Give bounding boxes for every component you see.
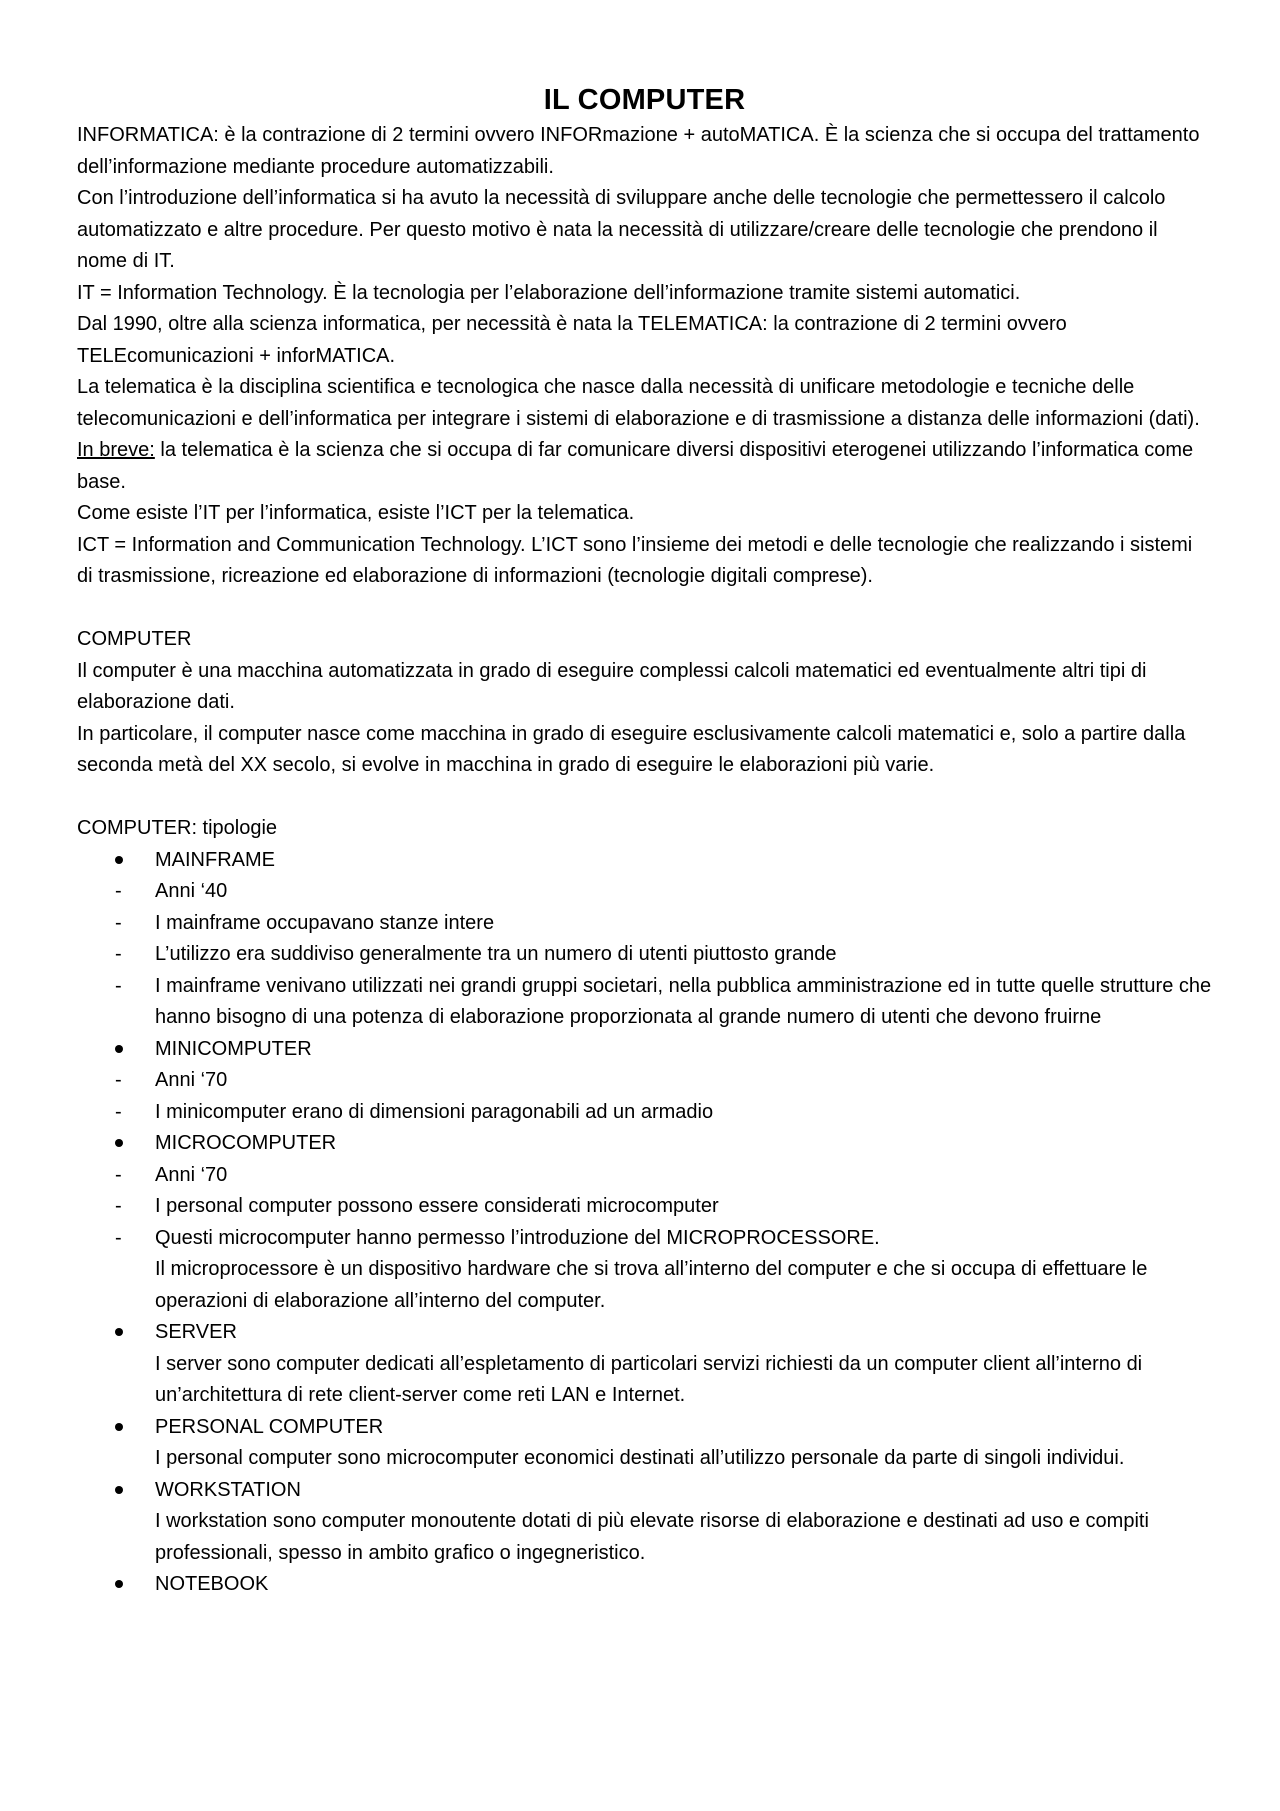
list-item-text: Questi microcomputer hanno permesso l’introduzione del MICROPROCESSORE. (155, 1226, 880, 1249)
bullet-dot-icon (115, 1423, 123, 1431)
bullet-icon (115, 1412, 135, 1444)
list-item-dash (77, 1160, 1212, 1192)
list-item-bullet (77, 1317, 1212, 1412)
list-item-text: MAINFRAME (155, 848, 275, 871)
list-item-bullet (77, 845, 1212, 877)
section-paragraph: Il computer è una macchina automatizzata in grado di eseguire complessi calcoli matematici ed eventualmente altri tipi di elaborazione dati. (77, 659, 1147, 713)
spacer (77, 593, 1212, 625)
computer-section (77, 624, 1212, 782)
spacer (77, 782, 1212, 814)
bullet-dot-icon (115, 1328, 123, 1336)
list-item-description: I server sono computer dedicati all’espletamento di particolari servizi richiesti da un computer client all’interno di un’architettura di rete client-server come reti LAN e Internet. (155, 1352, 1143, 1406)
dash-marker: - (115, 911, 122, 934)
list-item-dash (77, 971, 1212, 1034)
bullet-icon (115, 1128, 135, 1160)
in-breve-label: In breve: (77, 439, 155, 461)
dash-marker: - (115, 1163, 122, 1186)
list-item-text: I minicomputer erano di dimensioni paragonabili ad un armadio (155, 1100, 714, 1123)
intro-paragraph: Dal 1990, oltre alla scienza informatica, per necessità è nata la TELEMATICA: la contrazione di 2 termini ovvero TELEcomunicazioni + inforMATICA. (77, 313, 1067, 367)
tipologie-list (77, 845, 1212, 1601)
section-heading: COMPUTER: tipologie (77, 817, 278, 839)
list-item-text: SERVER (155, 1321, 237, 1343)
list-item-bullet (77, 1569, 1212, 1601)
list-item-text: Anni ‘40 (155, 880, 228, 902)
list-item-dash (77, 1223, 1212, 1318)
dash-marker: - (115, 1226, 122, 1249)
list-item-bullet (77, 1034, 1212, 1066)
document-content (77, 80, 1212, 1601)
dash-marker: - (115, 974, 122, 997)
list-item-text: MINICOMPUTER (155, 1037, 312, 1060)
list-item-dash (77, 1065, 1212, 1097)
list-item-text: I mainframe occupavano stanze intere (155, 911, 495, 934)
bullet-dot-icon (115, 1580, 123, 1588)
list-item-dash (77, 1191, 1212, 1223)
bullet-dot-icon (115, 856, 123, 864)
in-breve-paragraph (77, 435, 1212, 498)
list-item-text: I personal computer possono essere considerati microcomputer (155, 1195, 719, 1217)
intro-paragraph: IT = Information Technology. È la tecnologia per l’elaborazione dell’informazione tramite sistemi automatici. (77, 281, 1021, 304)
dash-marker: - (115, 1069, 122, 1091)
bullet-icon (115, 1317, 135, 1349)
bullet-dot-icon (115, 1486, 123, 1494)
bullet-icon (115, 845, 135, 877)
list-item-text: I mainframe venivano utilizzati nei grandi gruppi societari, nella pubblica amministrazione ed in tutte quelle strutture che hanno bisogno di una potenza di elaborazione proporzionata al grande numero di utenti che devono fruirne (155, 974, 1212, 1028)
intro-paragraph: Come esiste l’IT per l’informatica, esiste l’ICT per la telematica. (77, 502, 635, 524)
list-item-text: WORKSTATION (155, 1478, 301, 1501)
intro-paragraph: INFORMATICA: è la contrazione di 2 termini ovvero INFORmazione + autoMATICA. È la scienza che si occupa del trattamento dell’informazione mediante procedure automatizzabili. (77, 124, 1200, 178)
bullet-dot-icon (115, 1139, 123, 1147)
bullet-icon (115, 1034, 135, 1066)
list-item-description: Il microprocessore è un dispositivo hardware che si trova all’interno del computer e che si occupa di effettuare le operazioni di elaborazione all’interno del computer. (155, 1258, 1148, 1312)
list-item-text: NOTEBOOK (155, 1573, 269, 1595)
dash-marker: - (115, 880, 122, 902)
list-item-text: Anni ‘70 (155, 1069, 228, 1091)
list-item-dash (77, 939, 1212, 971)
list-item-dash (77, 1097, 1212, 1129)
bullet-icon (115, 1569, 135, 1601)
intro-paragraph: ICT = Information and Communication Technology. L’ICT sono l’insieme dei metodi e delle tecnologie che realizzando i sistemi di trasmissione, ricreazione ed elaborazione di informazioni (tecnologie digitali comprese). (77, 533, 1193, 587)
list-item-text: MICROCOMPUTER (155, 1132, 337, 1154)
intro-section (77, 120, 1212, 593)
list-item-description: I workstation sono computer monoutente dotati di più elevate risorse di elaborazione e destinati ad uso e compiti professionali, spesso in ambito grafico o ingegneristico. (155, 1510, 1149, 1564)
list-item-dash (77, 876, 1212, 908)
list-item-text: Anni ‘70 (155, 1163, 228, 1186)
section-heading: COMPUTER (77, 628, 192, 650)
bullet-dot-icon (115, 1045, 123, 1053)
page-title: IL COMPUTER (543, 84, 746, 116)
dash-marker: - (115, 1195, 122, 1217)
list-item-dash (77, 908, 1212, 940)
tipologie-section (77, 813, 1212, 1601)
intro-paragraph: La telematica è la disciplina scientifica e tecnologica che nasce dalla necessità di unificare metodologie e tecniche delle telecomunicazioni e dell’informatica per integrare i sistemi di elaborazione e di trasmissione a distanza delle informazioni (dati). (77, 376, 1200, 430)
list-item-text: PERSONAL COMPUTER (155, 1415, 384, 1438)
dash-marker: - (115, 1100, 122, 1123)
list-item-text: L’utilizzo era suddiviso generalmente tra un numero di utenti piuttosto grande (155, 943, 837, 965)
in-breve-text: la telematica è la scienza che si occupa di far comunicare diversi dispositivi eterogenei utilizzando l’informatica come base. (77, 439, 1194, 493)
list-item-bullet (77, 1475, 1212, 1570)
list-item-bullet (77, 1128, 1212, 1160)
list-item-bullet (77, 1412, 1212, 1475)
bullet-icon (115, 1475, 135, 1507)
dash-marker: - (115, 943, 122, 965)
list-item-description: I personal computer sono microcomputer economici destinati all’utilizzo personale da parte di singoli individui. (155, 1447, 1125, 1469)
section-paragraph: In particolare, il computer nasce come macchina in grado di eseguire esclusivamente calcoli matematici e, solo a partire dalla seconda metà del XX secolo, si evolve in macchina in grado di eseguire le elaborazioni più varie. (77, 722, 1186, 776)
intro-paragraph: Con l’introduzione dell’informatica si ha avuto la necessità di sviluppare anche delle tecnologie che permettessero il calcolo automatizzato e altre procedure. Per questo motivo è nata la necessità di utilizzare/creare delle tecnologie che prendono il nome di IT. (77, 187, 1166, 272)
